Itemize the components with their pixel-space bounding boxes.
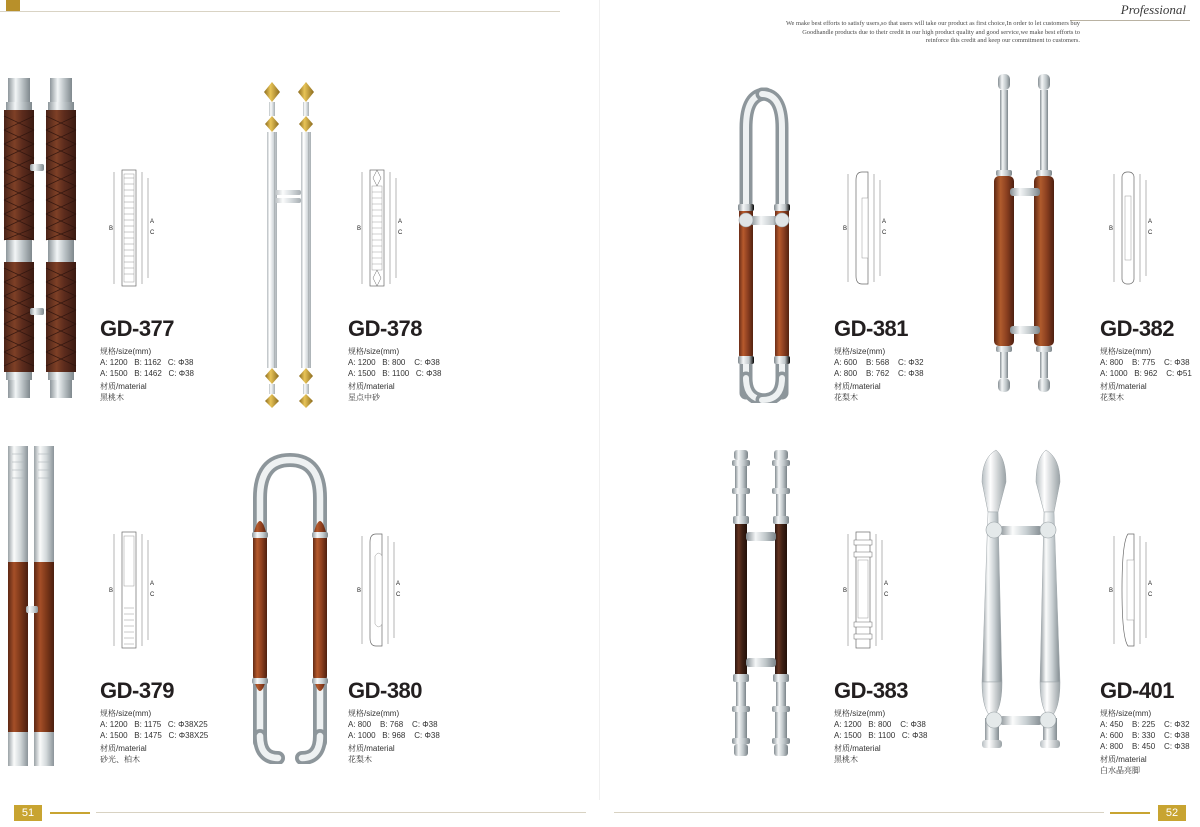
product-block-gd-380 <box>348 678 440 765</box>
svg-text:C: C <box>150 230 155 236</box>
product-block-gd-382 <box>1100 316 1192 403</box>
footer-rule-right <box>614 812 1104 813</box>
svg-text:C: C <box>884 592 889 598</box>
svg-text:A: A <box>398 219 403 225</box>
spec-size-2: A: 1500 B: 1100 C: Φ38 <box>348 369 442 378</box>
spec-label: 规格/size(mm) <box>348 709 400 718</box>
title-underline <box>1070 20 1190 21</box>
svg-text:B: B <box>357 226 362 232</box>
product-code: GD-401 <box>1100 678 1175 703</box>
svg-text:B: B <box>1109 588 1114 594</box>
svg-text:A: A <box>884 581 889 587</box>
product-image-gd-382 <box>980 70 1080 395</box>
product-code: GD-379 <box>100 678 175 703</box>
material-value: 白水晶亮脚 <box>1100 766 1140 775</box>
svg-text:C: C <box>150 592 155 598</box>
spec-size-2: A: 800 B: 762 C: Φ38 <box>834 369 924 378</box>
product-image-gd-378 <box>258 78 328 408</box>
svg-text:C: C <box>1148 592 1153 598</box>
material-label: 材质/material <box>100 744 147 753</box>
material-value: 星点中砂 <box>348 393 380 402</box>
product-code: GD-380 <box>348 678 423 703</box>
spec-size-1: A: 800 B: 768 C: Φ38 <box>348 720 438 729</box>
product-block-gd-377 <box>100 316 194 403</box>
tech-drawing-gd-379 <box>108 530 168 650</box>
svg-text:B: B <box>109 588 114 594</box>
spec-label: 规格/size(mm) <box>348 347 400 356</box>
spec-label: 规格/size(mm) <box>100 709 152 718</box>
top-rule <box>0 0 1200 3</box>
tech-drawing-gd-381 <box>842 168 902 288</box>
spec-size-2: A: 1500 B: 1100 C: Φ38 <box>834 731 928 740</box>
product-image-gd-381 <box>712 68 822 403</box>
spec-size-2: A: 1500 B: 1462 C: Φ38 <box>100 369 194 378</box>
spec-size-1: A: 600 B: 568 C: Φ32 <box>834 358 924 367</box>
material-value: 花梨木 <box>348 755 372 764</box>
material-value: 黑桃木 <box>834 755 858 764</box>
material-label: 材质/material <box>834 382 881 391</box>
product-block-gd-379 <box>100 678 208 765</box>
tech-drawing-gd-380 <box>356 530 416 650</box>
spec-size-2: A: 1000 B: 968 C: Φ38 <box>348 731 440 740</box>
spec-label: 规格/size(mm) <box>1100 709 1152 718</box>
page-number-right: 52 <box>1158 805 1186 821</box>
spec-size-3: A: 800 B: 450 C: Φ38 <box>1100 742 1190 751</box>
material-value: 花梨木 <box>1100 393 1124 402</box>
svg-text:C: C <box>1148 230 1153 236</box>
spec-label: 规格/size(mm) <box>100 347 152 356</box>
page-number-left: 51 <box>14 805 42 821</box>
page-title: Professional <box>1120 2 1186 17</box>
svg-text:B: B <box>843 226 848 232</box>
header-blurb: We make best efforts to satisfy users,so that users will take our product as first choice,In order to let customers buy Goodhandle products due to their credit in our high product quality and good service,we make best efforts to reinforce this credit and keep our commitment to customers. <box>786 20 1080 45</box>
spec-label: 规格/size(mm) <box>834 347 886 356</box>
footer-dash-left <box>50 812 90 814</box>
product-block-gd-401 <box>1100 678 1190 776</box>
svg-text:B: B <box>357 588 362 594</box>
spec-size-1: A: 800 B: 775 C: Φ38 <box>1100 358 1190 367</box>
footer-dash-right <box>1110 812 1150 814</box>
spec-size-2: A: 1000 B: 962 C: Φ51 <box>1100 369 1192 378</box>
product-code: GD-382 <box>1100 316 1175 341</box>
spec-size-1: A: 1200 B: 1175 C: Φ38X25 <box>100 720 208 729</box>
material-label: 材质/material <box>348 744 395 753</box>
svg-text:A: A <box>882 219 887 225</box>
tech-drawing-gd-383 <box>842 530 902 650</box>
product-image-gd-383 <box>706 446 816 766</box>
tech-drawing-gd-401 <box>1108 530 1168 650</box>
svg-text:A: A <box>396 581 401 587</box>
material-value: 黑桃木 <box>100 393 124 402</box>
footer-rule-left <box>96 812 586 813</box>
product-code: GD-381 <box>834 316 909 341</box>
svg-text:C: C <box>396 592 401 598</box>
svg-text:C: C <box>398 230 403 236</box>
svg-text:A: A <box>150 219 155 225</box>
material-label: 材质/material <box>348 382 395 391</box>
product-block-gd-381 <box>834 316 924 403</box>
spec-label: 规格/size(mm) <box>834 709 886 718</box>
svg-text:B: B <box>1109 226 1114 232</box>
svg-text:A: A <box>1148 581 1153 587</box>
spec-size-2: A: 600 B: 330 C: Φ38 <box>1100 731 1190 740</box>
product-image-gd-377 <box>0 72 100 402</box>
spec-size-1: A: 1200 B: 1162 C: Φ38 <box>100 358 194 367</box>
product-code: GD-377 <box>100 316 175 341</box>
product-block-gd-383 <box>834 678 927 765</box>
spec-size-2: A: 1500 B: 1475 C: Φ38X25 <box>100 731 209 740</box>
spec-size-1: A: 450 B: 225 C: Φ32 <box>1100 720 1190 729</box>
spec-size-1: A: 1200 B: 800 C: Φ38 <box>834 720 926 729</box>
svg-text:A: A <box>1148 219 1153 225</box>
product-code: GD-383 <box>834 678 909 703</box>
product-image-gd-380 <box>238 446 348 764</box>
svg-text:C: C <box>882 230 887 236</box>
tech-drawing-gd-382 <box>1108 168 1168 288</box>
product-code: GD-378 <box>348 316 423 341</box>
product-image-gd-401 <box>960 442 1090 767</box>
tech-drawing-gd-378 <box>356 168 416 288</box>
svg-text:A: A <box>150 581 155 587</box>
tech-drawing-gd-377 <box>108 168 168 288</box>
product-image-gd-379 <box>0 440 70 770</box>
spec-size-1: A: 1200 B: 800 C: Φ38 <box>348 358 440 367</box>
material-label: 材质/material <box>1100 755 1147 764</box>
header-hairline <box>0 11 560 12</box>
product-block-gd-378 <box>348 316 441 403</box>
material-label: 材质/material <box>1100 382 1147 391</box>
material-value: 砂光、柏木 <box>100 755 140 764</box>
material-label: 材质/material <box>100 382 147 391</box>
svg-text:B: B <box>109 226 114 232</box>
svg-text:B: B <box>843 588 848 594</box>
spec-label: 规格/size(mm) <box>1100 347 1152 356</box>
material-label: 材质/material <box>834 744 881 753</box>
page-spine <box>599 0 600 800</box>
material-value: 花梨木 <box>834 393 858 402</box>
